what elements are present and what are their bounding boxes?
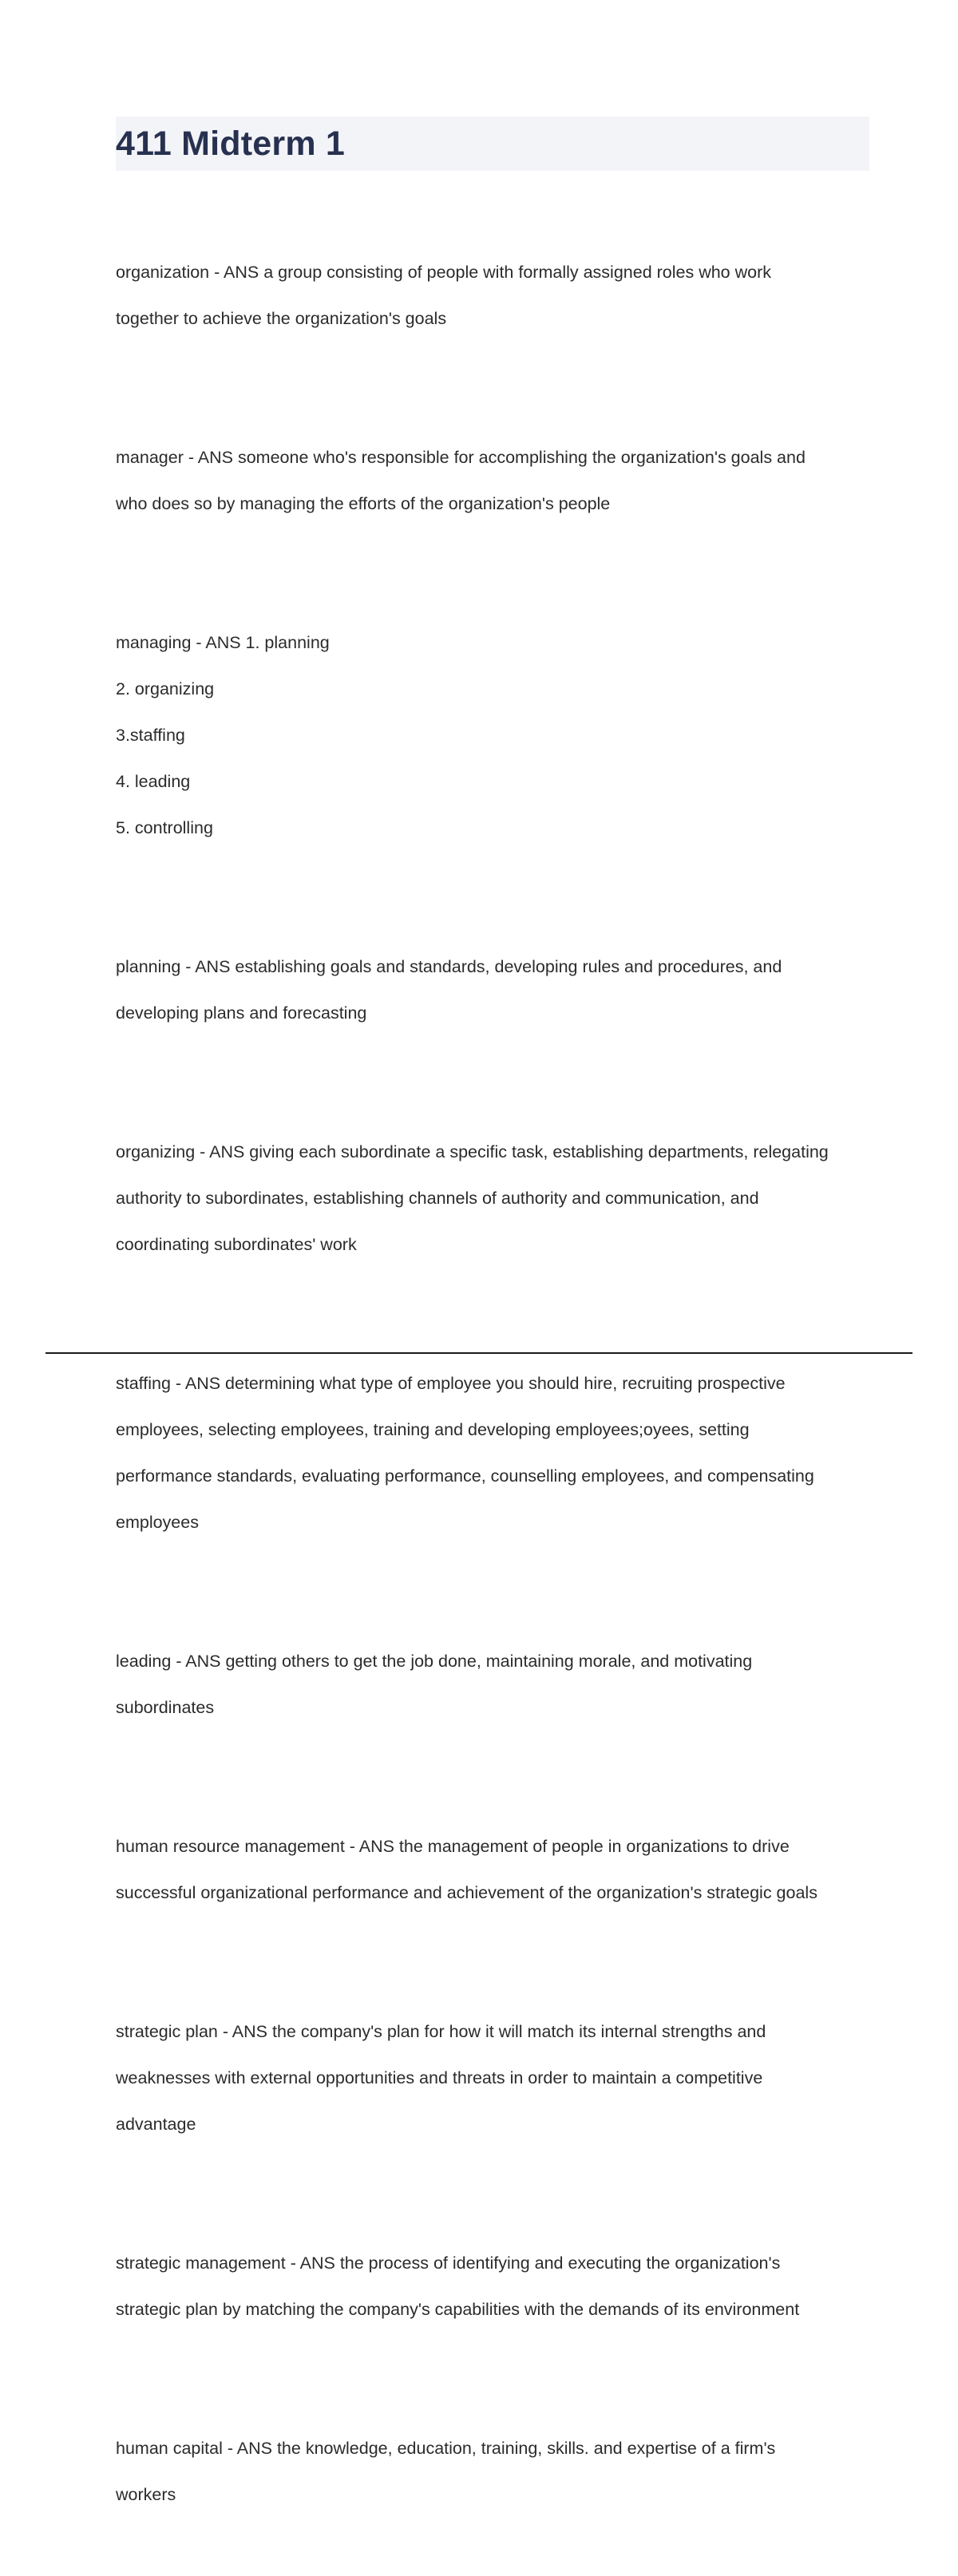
entry-line: leading - ANS getting others to get the job done, maintaining morale, and motivating bbox=[116, 1652, 753, 1671]
entry-line: staffing - ANS determining what type of employee you should hire, recruiting prospective bbox=[116, 1374, 786, 1393]
flashcard-entry-organization bbox=[116, 215, 870, 377]
flashcard-entry-organizing bbox=[116, 1094, 870, 1303]
entry-line: 5. controlling bbox=[116, 818, 213, 837]
entry-line: successful organizational performance and achievement of the organization's strategic goals bbox=[116, 1883, 817, 1902]
flashcard-entry-strategic-management bbox=[116, 2206, 870, 2368]
flashcard-entry-leading bbox=[116, 1604, 870, 1766]
entry-line: organization - ANS a group consisting of people with formally assigned roles who work bbox=[116, 263, 772, 282]
entry-line: weaknesses with external opportunities and threats in order to maintain a competitive bbox=[116, 2068, 763, 2087]
entry-line: authority to subordinates, establishing channels of authority and communication, and bbox=[116, 1189, 759, 1208]
entry-line: workers bbox=[116, 2485, 176, 2504]
flashcard-entry-human-capital bbox=[116, 2391, 870, 2553]
flashcard-entry-strategic-plan bbox=[116, 1974, 870, 2182]
document-title: 411 Midterm 1 bbox=[116, 125, 346, 163]
entry-line: strategic plan by matching the company's capabilities with the demands of its environment bbox=[116, 2300, 800, 2319]
flashcard-entry-human-resource-management bbox=[116, 1789, 870, 1951]
entry-line: coordinating subordinates' work bbox=[116, 1235, 357, 1254]
footer-divider bbox=[46, 1352, 912, 1354]
flashcard-entry-managing bbox=[116, 585, 870, 886]
entry-line: strategic plan - ANS the company's plan for how it will match its internal strengths and bbox=[116, 2022, 766, 2041]
flashcard-entry-staffing bbox=[116, 1326, 870, 1581]
entry-line: human capital - ANS the knowledge, education, training, skills. and expertise of a firm's bbox=[116, 2439, 776, 2458]
flashcard-list bbox=[116, 215, 870, 2576]
entry-line: performance standards, evaluating performance, counselling employees, and compensating bbox=[116, 1466, 814, 1486]
entry-line: who does so by managing the efforts of the organization's people bbox=[116, 494, 611, 513]
entry-line: organizing - ANS giving each subordinate a specific task, establishing departments, relegating bbox=[116, 1142, 829, 1161]
entry-line: managing - ANS 1. planning bbox=[116, 633, 330, 652]
entry-line: together to achieve the organization's goals bbox=[116, 309, 447, 328]
entry-line: developing plans and forecasting bbox=[116, 1003, 367, 1023]
entry-line: employees, selecting employees, training and developing employees;oyees, setting bbox=[116, 1420, 750, 1439]
entry-line: 4. leading bbox=[116, 772, 191, 791]
entry-line: advantage bbox=[116, 2115, 196, 2134]
entry-line: strategic management - ANS the process of identifying and executing the organization's bbox=[116, 2254, 781, 2273]
entry-line: planning - ANS establishing goals and standards, developing rules and procedures, and bbox=[116, 957, 782, 976]
flashcard-entry-planning bbox=[116, 909, 870, 1071]
entry-line: manager - ANS someone who's responsible for accomplishing the organization's goals and bbox=[116, 448, 806, 467]
entry-line: employees bbox=[116, 1513, 199, 1532]
entry-line: subordinates bbox=[116, 1698, 215, 1717]
entry-line: human resource management - ANS the management of people in organizations to drive bbox=[116, 1837, 790, 1856]
entry-line: 2. organizing bbox=[116, 679, 215, 698]
flashcard-entry-manager bbox=[116, 400, 870, 562]
entry-line: 3.staffing bbox=[116, 726, 185, 745]
